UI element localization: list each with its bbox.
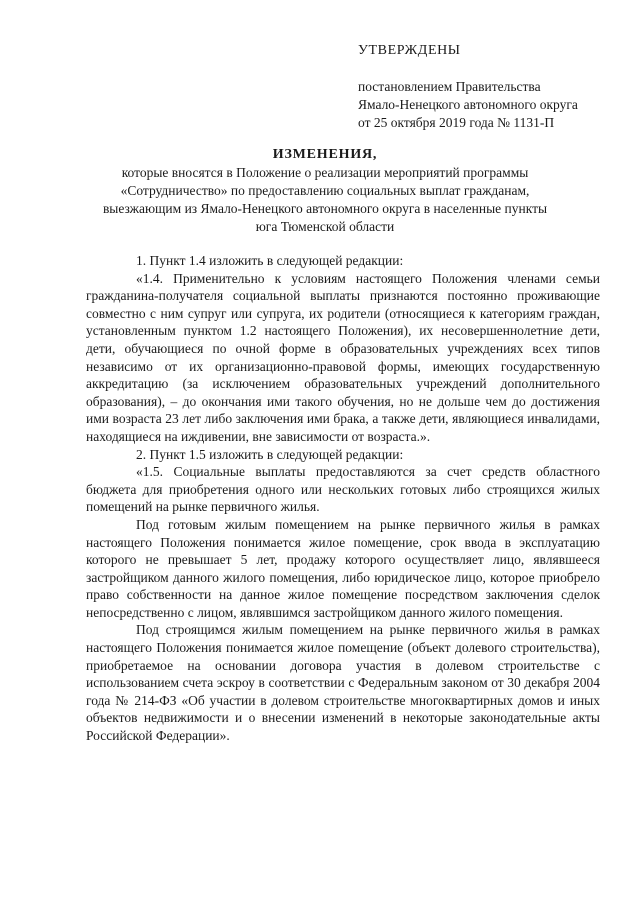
document-title-block — [100, 146, 550, 236]
approval-line-1: постановлением Правительства — [358, 79, 541, 94]
paragraph: Под готовым жилым помещением на рынке первичного жилья в рамках настоящего Положения понимается жилое помещение, срок ввода в эксплуатацию которого не превышает 5 лет, продажу которого осуществляет лицо, являвшееся застройщиком данного жилого помещения, либо юридическое лицо, которое приобрело право собственности на данное жилое помещение посредством заключения сделок непосредственно с лицом, являвшимся застройщиком данного жилого помещения. — [86, 516, 600, 620]
document-subtitle: которые вносятся в Положение о реализации мероприятий программы «Сотрудничество» по предоставлению социальных выплат гражданам, выезжающим из Ямало-Ненецкого автономного округа в населенные пункты юга Тюменской области — [102, 165, 548, 234]
paragraph: 2. Пункт 1.5 изложить в следующей редакции: — [136, 446, 404, 462]
document-body — [86, 252, 600, 745]
paragraph: «1.4. Применительно к условиям настоящего Положения членами семьи гражданина-получателя социальной выплаты признаются постоянно проживающие совместно с ним супруг или супруга, их родители (относящиеся к категориям граждан, установленным пунктом 1.2 настоящего Положения), их несовершеннолетние дети, дети, обучающиеся по очной форме в образовательных учреждениях всех типов независимо от их организационно-правовой формы, имеющих государственную аккредитацию (за исключением образовательных учреждений дополнительного образования), – до окончания ими такого обучения, но не дольше чем до достижения ими возраста 23 лет либо заключения ими брака, а также дети, являющиеся инвалидами, находящиеся на иждивении, вне зависимости от возраста.». — [86, 270, 600, 444]
approval-line-3: от 25 октября 2019 года № 1131-П — [358, 115, 555, 130]
approval-block — [358, 42, 618, 132]
approval-line-2: Ямало-Ненецкого автономного округа — [358, 97, 578, 112]
document-title: ИЗМЕНЕНИЯ, — [272, 147, 378, 162]
approval-heading: УТВЕРЖДЕНЫ — [358, 43, 461, 58]
paragraph: Под строящимся жилым помещением на рынке первичного жилья в рамках настоящего Положения понимается жилое помещение (объект долевого строительства), приобретаемое на основании договора участия в долевом строительстве с использованием счета эскроу в соответствии с Федеральным законом от 30 декабря 2004 года № 214-ФЗ «Об участии в долевом строительстве многоквартирных домов и иных объектов недвижимости и о внесении изменений в некоторые законодательные акты Российской Федерации». — [86, 622, 600, 744]
paragraph: «1.5. Социальные выплаты предоставляются за счет средств областного бюджета для приобретения одного или нескольких готовых либо строящихся жилых помещений на рынке первичного жилья. — [86, 464, 600, 515]
paragraph: 1. Пункт 1.4 изложить в следующей редакции: — [136, 253, 404, 268]
